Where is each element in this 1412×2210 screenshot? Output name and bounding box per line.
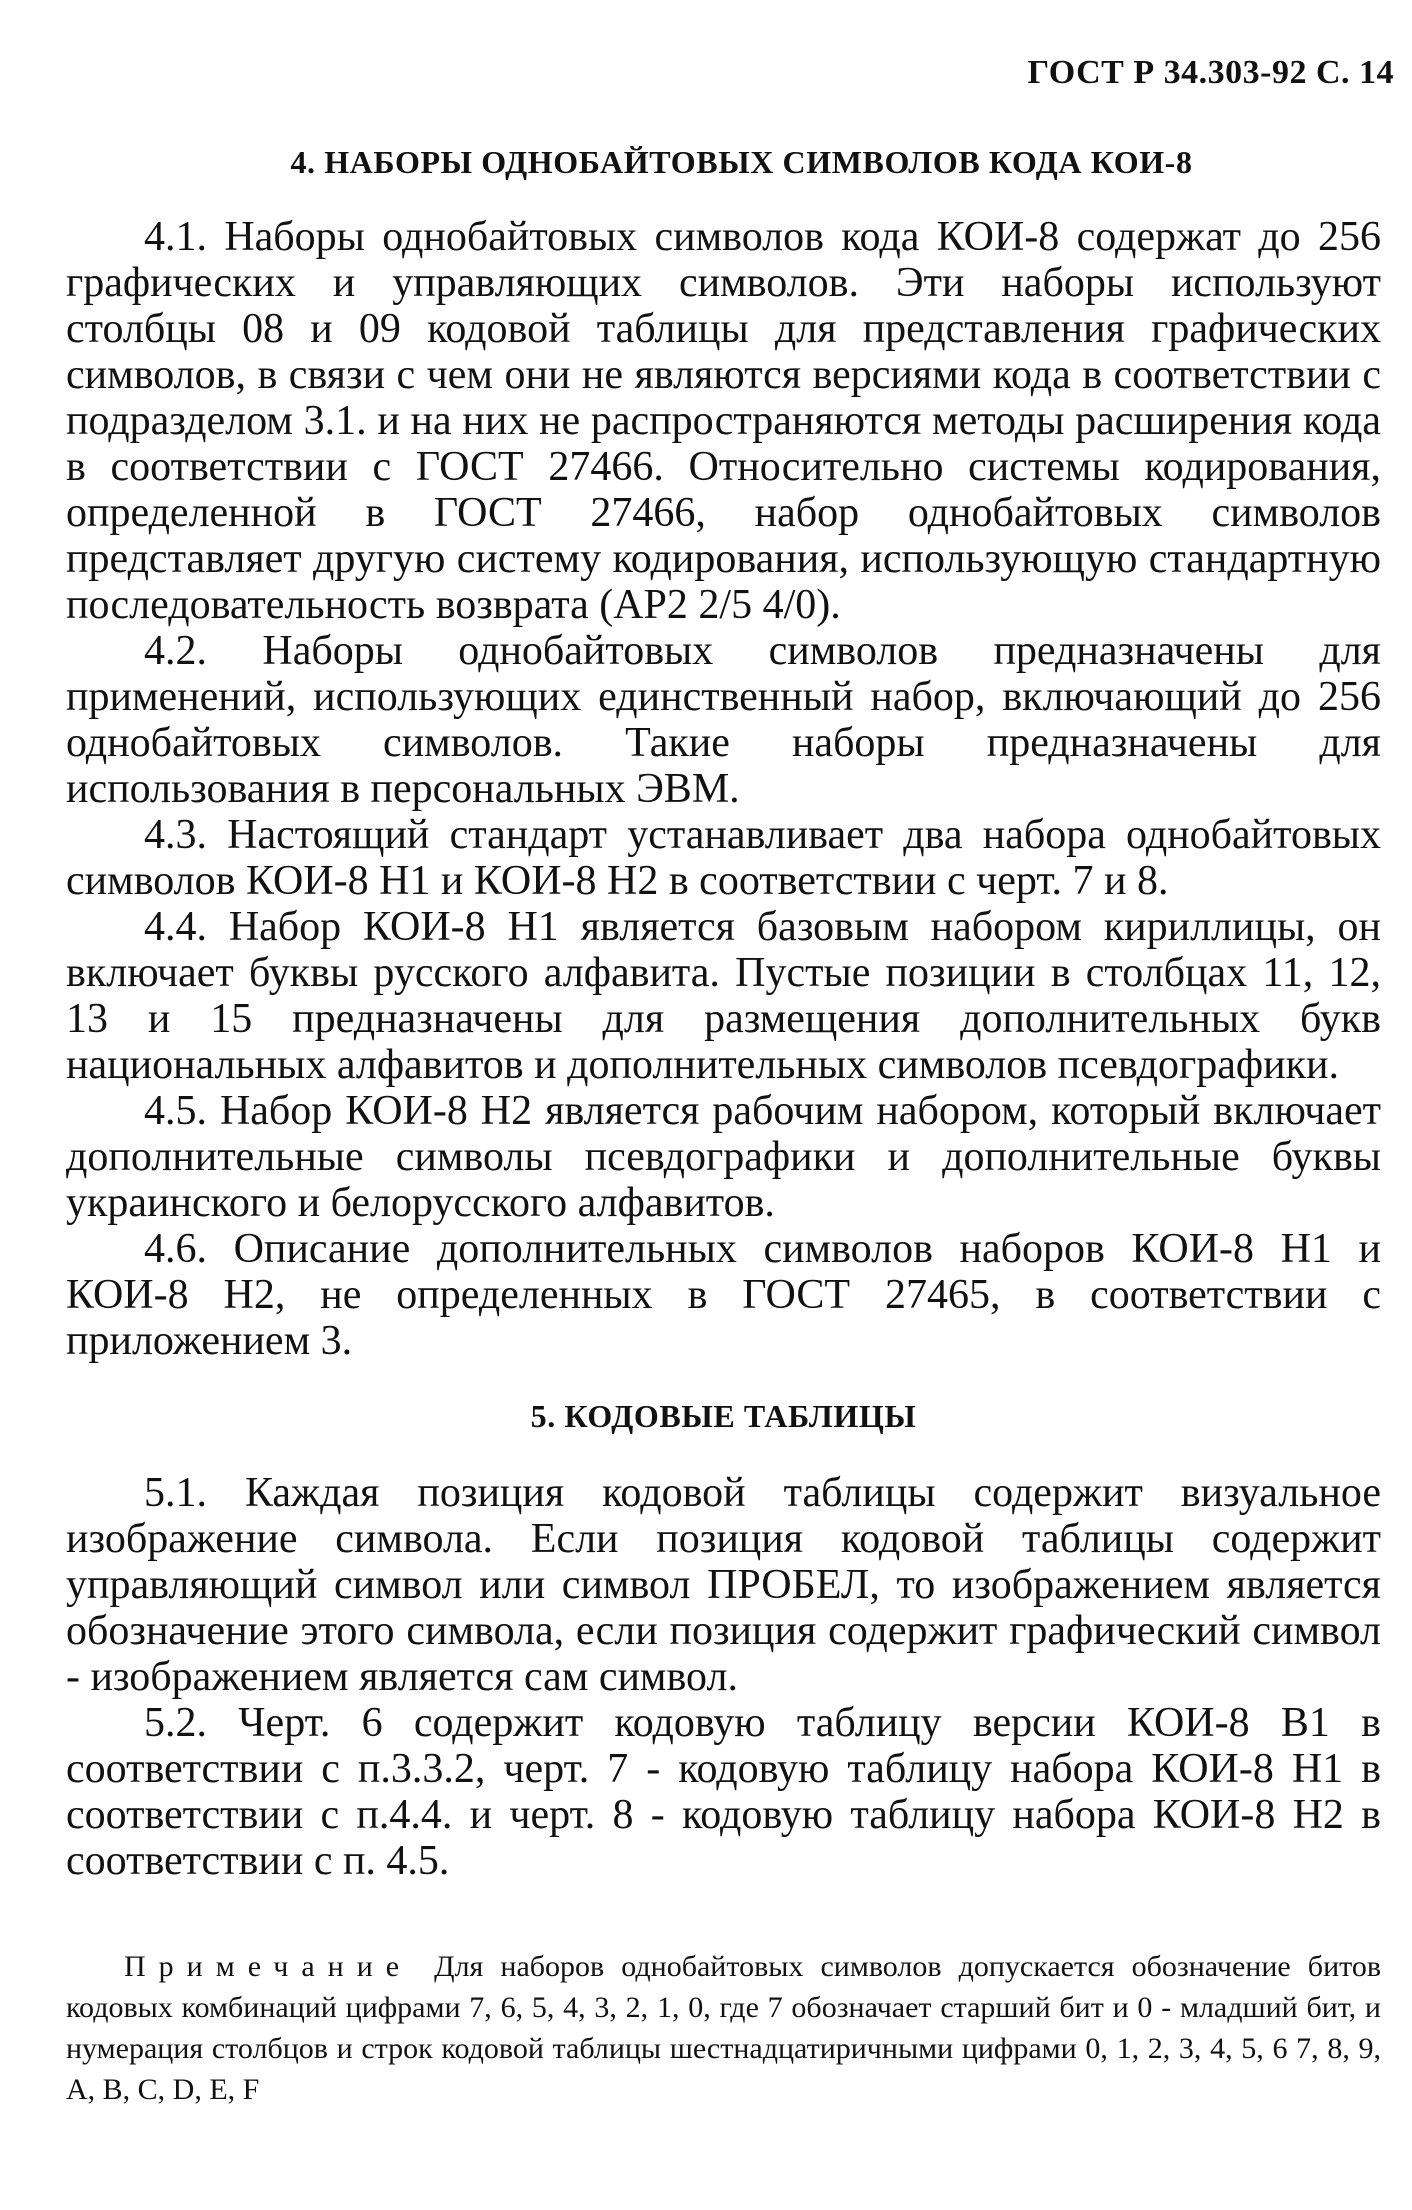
paragraph-4-2: 4.2. Наборы однобайтовых символов предназначены для применений, использующих единственный набор, включающий до 256 однобайтовых символов. Такие наборы предназначены для использования в персональных ЭВМ. [66, 628, 1381, 812]
paragraph-4-3: 4.3. Настоящий стандарт устанавливает два набора однобайтовых символов КОИ-8 Н1 и КОИ-8 Н2 в соответствии с черт. 7 и 8. [66, 812, 1381, 904]
note [66, 1946, 1381, 2110]
paragraph-5-2: 5.2. Черт. 6 содержит кодовую таблицу версии КОИ-8 В1 в соответствии с п.3.3.2, черт. 7 - кодовую таблицу набора КОИ-8 Н1 в соответствии с п.4.4. и черт. 8 - кодовую таблицу набора КОИ-8 Н2 в соответствии с п. 4.5. [66, 1700, 1381, 1884]
paragraph-4-5: 4.5. Набор КОИ-8 Н2 является рабочим набором, который включает дополнительные символы псевдографики и дополнительные буквы украинского и белорусского алфавитов. [66, 1088, 1381, 1226]
paragraph-4-6: 4.6. Описание дополнительных символов наборов КОИ-8 Н1 и КОИ-8 Н2, не определенных в ГОСТ 27465, в соответствии с приложением 3. [66, 1226, 1381, 1364]
note-text: Для наборов однобайтовых символов допускается обозначение битов кодовых комбинаций цифрами 7, 6, 5, 4, 3, 2, 1, 0, где 7 обозначает старший бит и 0 - младший бит, и нумерация столбцов и строк кодовой таблицы шестнадцатиричными цифрами 0, 1, 2, 3, 4, 5, 6 7, 8, 9, A, B, C, D, E, F [66, 1950, 1381, 2106]
paragraph-4-1: 4.1. Наборы однобайтовых символов кода КОИ-8 содержат до 256 графических и управляющих символов. Эти наборы используют столбцы 08 и 09 кодовой таблицы для представления графических символов, в связи с чем они не являются версиями кода в соответствии с подразделом 3.1. и на них не распространяются методы расширения кода в соответствии с ГОСТ 27466. Относительно системы кодирования, определенной в ГОСТ 27466, набор однобайтовых символов представляет другую систему кодирования, использующую стандартную последовательность возврата (АР2 2/5 4/0). [66, 214, 1381, 628]
section-4-title: 4. НАБОРЫ ОДНОБАЙТОВЫХ СИМВОЛОВ КОДА КОИ-8 [290, 144, 1193, 180]
document-body [66, 138, 1381, 2140]
note-lead: Примечание [124, 1950, 413, 1983]
paragraph-5-1: 5.1. Каждая позиция кодовой таблицы содержит визуальное изображение символа. Если позиция кодовой таблицы содержит управляющий символ или символ ПРОБЕЛ, то изображением является обозначение этого символа, если позиция содержит графический символ - изображением является сам символ. [66, 1470, 1381, 1700]
section-5-title: 5. КОДОВЫЕ ТАБЛИЦЫ [530, 1398, 917, 1434]
paragraph-4-4: 4.4. Набор КОИ-8 Н1 является базовым набором кириллицы, он включает буквы русского алфавита. Пустые позиции в столбцах 11, 12, 13 и 15 предназначены для размещения дополнительных букв национальных алфавитов и дополнительных символов псевдографики. [66, 904, 1381, 1088]
page-header: ГОСТ Р 34.303-92 С. 14 [1027, 54, 1394, 91]
